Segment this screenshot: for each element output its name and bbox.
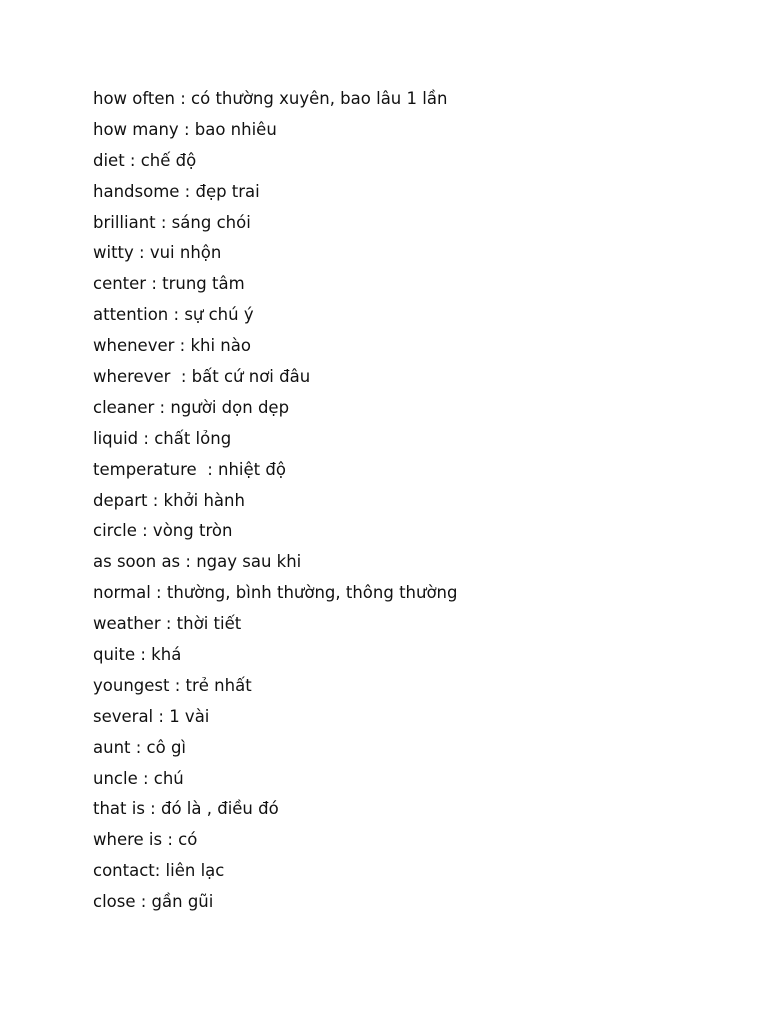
vocab-line: liquid : chất lỏng bbox=[93, 428, 232, 448]
vocab-line: several : 1 vài bbox=[93, 706, 210, 726]
vocab-line: temperature : nhiệt độ bbox=[93, 459, 286, 479]
vocab-line: cleaner : người dọn dẹp bbox=[93, 397, 290, 417]
vocab-line: attention : sự chú ý bbox=[93, 305, 254, 325]
vocab-line: brilliant : sáng chói bbox=[93, 212, 251, 232]
vocab-line: center : trung tâm bbox=[93, 274, 245, 294]
vocab-line: diet : chế độ bbox=[93, 150, 197, 170]
vocabulary-list bbox=[93, 84, 458, 918]
vocab-line: witty : vui nhộn bbox=[93, 243, 222, 263]
vocab-line: uncle : chú bbox=[93, 768, 184, 788]
vocab-line: normal : thường, bình thường, thông thường bbox=[93, 583, 458, 603]
vocab-line: close : gần gũi bbox=[93, 892, 214, 912]
vocab-line: where is : có bbox=[93, 830, 198, 850]
vocab-line: contact: liên lạc bbox=[93, 861, 225, 881]
vocab-line: handsome : đẹp trai bbox=[93, 181, 260, 201]
vocab-line: weather : thời tiết bbox=[93, 614, 242, 634]
vocab-line: as soon as : ngay sau khi bbox=[93, 552, 302, 572]
vocab-line: quite : khá bbox=[93, 645, 182, 665]
vocab-line: depart : khởi hành bbox=[93, 490, 245, 510]
vocab-line: how many : bao nhiêu bbox=[93, 119, 277, 139]
vocab-line: wherever : bất cứ nơi đâu bbox=[93, 367, 311, 387]
vocab-line: youngest : trẻ nhất bbox=[93, 675, 252, 695]
vocab-line: aunt : cô gì bbox=[93, 737, 187, 757]
vocab-line: that is : đó là , điều đó bbox=[93, 799, 279, 819]
vocab-line: circle : vòng tròn bbox=[93, 521, 233, 541]
vocab-line: how often : có thường xuyên, bao lâu 1 lần bbox=[93, 89, 448, 108]
vocab-line: whenever : khi nào bbox=[93, 336, 251, 356]
